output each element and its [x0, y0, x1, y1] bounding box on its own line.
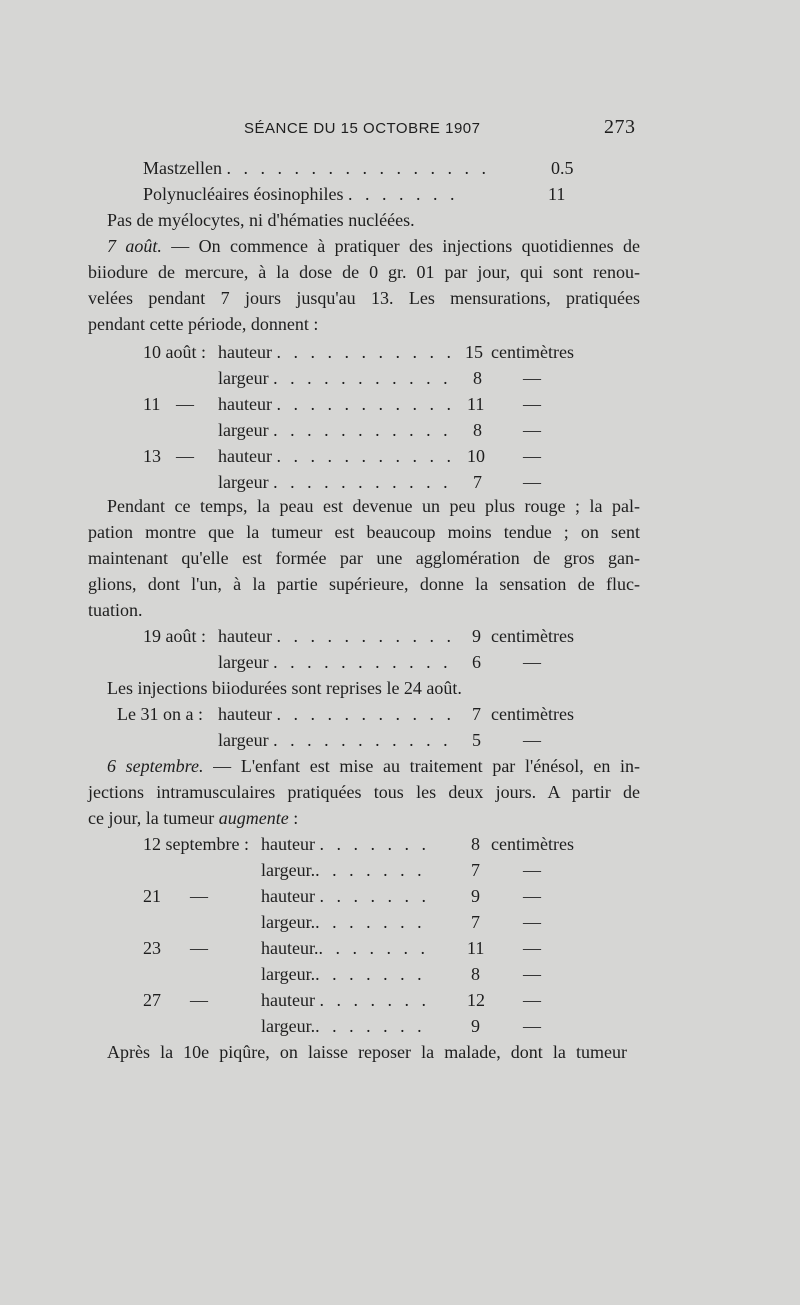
row-leader: . . . . . . . . . . . . . . . .: [226, 158, 490, 178]
paragraph-text: — L'enfant est mise au traitement par l'énésol, en in-: [213, 756, 641, 776]
measure-value: 15: [465, 342, 483, 362]
measure-value: 10: [467, 446, 485, 466]
measure-label: hauteur: [218, 704, 272, 724]
table-date: 19 août :: [143, 626, 206, 646]
row-leader: . . . . . . .: [319, 990, 430, 1010]
table-row: [218, 626, 455, 647]
measure-unit: —: [523, 368, 541, 388]
table-dash: —: [176, 394, 194, 414]
table-row: [218, 704, 455, 725]
table-row: [218, 342, 455, 363]
table-row: [261, 938, 429, 959]
measure-unit: —: [523, 472, 541, 492]
table-date: 23: [143, 938, 161, 958]
row-label: Mastzellen: [143, 158, 222, 178]
row-leader: . . . . . . .: [319, 886, 430, 906]
table-date: 27: [143, 990, 161, 1010]
row-leader: . . . . . . .: [347, 184, 459, 204]
table-row: [218, 368, 452, 389]
measure-unit: —: [523, 394, 541, 414]
row-leader: . . . . . . .: [319, 834, 430, 854]
table-dash: —: [176, 446, 194, 466]
date-italic: 6 septembre.: [107, 756, 204, 776]
table-row: [261, 1016, 426, 1037]
row-leader: . . . . . . . . . . .: [273, 420, 452, 440]
paragraph-line: glions, dont l'un, à la partie supérieure, donne la sensation de fluc-: [88, 574, 640, 594]
measure-unit: centimètres: [491, 834, 574, 854]
measure-unit: centimètres: [491, 704, 574, 724]
row-leader: . . . . . . .: [315, 912, 426, 932]
table-row: [218, 652, 452, 673]
measure-label: hauteur: [261, 834, 315, 854]
table-row: [218, 446, 455, 467]
measure-label: largeur.: [261, 860, 316, 880]
table-date: Le 31 on a :: [117, 704, 203, 724]
row-leader: . . . . . . . . . . .: [276, 626, 455, 646]
measure-label: hauteur: [218, 342, 272, 362]
table-dash: —: [190, 886, 208, 906]
measure-unit: —: [523, 886, 541, 906]
row-leader: . . . . . . . . . . .: [273, 730, 452, 750]
measure-label: largeur: [218, 472, 269, 492]
row-leader: . . . . . . . . . . .: [276, 342, 455, 362]
measure-unit: centimètres: [491, 626, 574, 646]
row-leader: . . . . . . .: [315, 1016, 426, 1036]
table-row: [261, 964, 426, 985]
table-row: [218, 394, 455, 415]
measure-unit: —: [523, 1016, 541, 1036]
measure-value: 11: [467, 394, 485, 414]
measure-label: largeur.: [261, 1016, 316, 1036]
measure-label: largeur: [218, 420, 269, 440]
table-row: [261, 834, 430, 855]
row-leader: . . . . . . . . . . .: [273, 652, 452, 672]
paragraph-line: pendant cette période, donnent :: [88, 314, 319, 334]
row-leader: . . . . . . . . . . .: [273, 472, 452, 492]
table-row: [218, 472, 452, 493]
measure-value: 5: [472, 730, 481, 750]
paragraph-line: biiodure de mercure, à la dose de 0 gr. 01 par jour, qui sont renou-: [88, 262, 640, 282]
row-leader: . . . . . . . . . . .: [273, 368, 452, 388]
row-leader: . . . . . . . . . . .: [276, 446, 455, 466]
paragraph-line: [107, 236, 640, 257]
measure-label: largeur.: [261, 964, 316, 984]
running-header: SÉANCE DU 15 OCTOBRE 1907: [244, 120, 481, 137]
table-row: [261, 912, 426, 933]
measure-unit: —: [523, 990, 541, 1010]
measure-label: hauteur: [218, 626, 272, 646]
measure-value: 8: [471, 834, 480, 854]
measure-unit: —: [523, 420, 541, 440]
measure-value: 7: [473, 472, 482, 492]
measure-value: 11: [467, 938, 485, 958]
table-row: [261, 860, 426, 881]
measure-unit: —: [523, 730, 541, 750]
measure-label: hauteur: [261, 886, 315, 906]
table-date: 13: [143, 446, 161, 466]
measure-unit: —: [523, 652, 541, 672]
measure-unit: —: [523, 912, 541, 932]
date-italic: 7 août.: [107, 236, 162, 256]
measure-label: largeur: [218, 368, 269, 388]
table-row: [261, 990, 430, 1011]
measure-value: 8: [473, 420, 482, 440]
paragraph-line: maintenant qu'elle est formée par une agglomération de gros gan-: [88, 548, 640, 568]
emphasis-italic: augmente: [218, 808, 289, 828]
intro-row: [143, 184, 458, 205]
measure-label: hauteur: [218, 446, 272, 466]
measure-value: 8: [471, 964, 480, 984]
measure-value: 8: [473, 368, 482, 388]
row-leader: . . . . . . .: [315, 860, 426, 880]
row-label: Polynucléaires éosinophiles: [143, 184, 344, 204]
measure-value: 9: [471, 886, 480, 906]
paragraph-line: [107, 756, 640, 777]
paragraph-line: Pas de myélocytes, ni d'hématies nucléées.: [107, 210, 415, 230]
paragraph-line: Les injections biiodurées sont reprises le 24 août.: [107, 678, 462, 698]
measure-value: 9: [471, 1016, 480, 1036]
table-date: 11: [143, 394, 161, 414]
measure-unit: —: [523, 938, 541, 958]
measure-unit: —: [523, 964, 541, 984]
measure-label: largeur: [218, 730, 269, 750]
row-leader: . . . . . . .: [315, 964, 426, 984]
table-row: [218, 730, 452, 751]
paragraph-text: — On commence à pratiquer des injections quotidiennes de: [171, 236, 641, 256]
measure-value: 7: [471, 912, 480, 932]
paragraph-line: pation montre que la tumeur est beaucoup moins tendue ; on sent: [88, 522, 640, 542]
measure-label: hauteur: [261, 990, 315, 1010]
row-value: 11: [548, 184, 566, 204]
paragraph-line: Pendant ce temps, la peau est devenue un peu plus rouge ; la pal-: [107, 496, 640, 516]
table-row: [218, 420, 452, 441]
paragraph-line: [88, 808, 298, 829]
paragraph-text: ce jour, la tumeur: [88, 808, 215, 828]
measure-value: 7: [471, 860, 480, 880]
measure-value: 7: [472, 704, 481, 724]
measure-unit: —: [523, 446, 541, 466]
paragraph-line: jections intramusculaires pratiquées tous les deux jours. A partir de: [88, 782, 640, 802]
measure-value: 9: [472, 626, 481, 646]
measure-unit: —: [523, 860, 541, 880]
table-dash: —: [190, 938, 208, 958]
paragraph-line: tuation.: [88, 600, 143, 620]
paragraph-line: Après la 10e piqûre, on laisse reposer la malade, dont la tumeur: [107, 1042, 627, 1062]
row-value: 0.5: [551, 158, 574, 178]
row-leader: . . . . . . .: [318, 938, 429, 958]
row-leader: . . . . . . . . . . .: [276, 704, 455, 724]
table-date: 21: [143, 886, 161, 906]
page-number: 273: [604, 116, 636, 138]
measure-value: 6: [472, 652, 481, 672]
measure-label: largeur.: [261, 912, 316, 932]
table-dash: —: [190, 990, 208, 1010]
measure-label: hauteur.: [261, 938, 319, 958]
paragraph-text: :: [288, 808, 299, 828]
measure-value: 12: [467, 990, 485, 1010]
row-leader: . . . . . . . . . . .: [276, 394, 455, 414]
paragraph-line: velées pendant 7 jours jusqu'au 13. Les mensurations, pratiquées: [88, 288, 640, 308]
measure-unit: centimètres: [491, 342, 574, 362]
table-date: 12 septembre :: [143, 834, 249, 854]
table-row: [261, 886, 430, 907]
measure-label: largeur: [218, 652, 269, 672]
measure-label: hauteur: [218, 394, 272, 414]
table-date: 10 août :: [143, 342, 206, 362]
intro-row: [143, 158, 490, 179]
